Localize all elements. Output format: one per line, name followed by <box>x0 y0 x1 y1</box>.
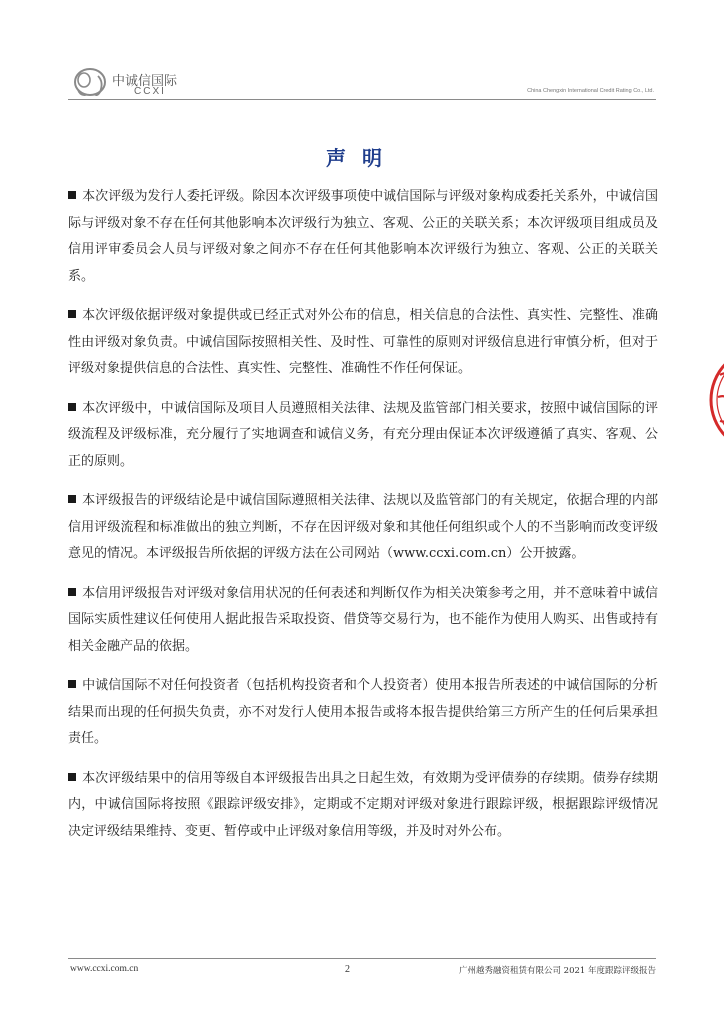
elephant-logo-icon <box>70 66 110 100</box>
page-title: 声明 <box>326 146 398 170</box>
logo-chinese-text: 中诚信国际 <box>112 74 178 89</box>
square-bullet-icon <box>68 680 76 688</box>
company-english-name: China Chengxin International Credit Rating Co., Ltd. <box>527 88 654 94</box>
statement-paragraph <box>68 396 658 476</box>
statement-paragraph <box>68 303 658 383</box>
statement-paragraph <box>68 488 658 568</box>
square-bullet-icon <box>68 310 76 318</box>
logo-english-text: CCXI <box>134 86 166 97</box>
footer-report-title: 广州越秀融资租赁有限公司 2021 年度跟踪评级报告 <box>458 966 656 976</box>
paragraph-text: 本次评级为发行人委托评级。除因本次评级事项使中诚信国际与评级对象构成委托关系外，中诚信国际与评级对象不存在任何其他影响本次评级行为独立、客观、公正的关联关系；本次评级项目组成员及信用评审委员会人员与评级对象之间亦不存在任何其他影响本次评级行为独立、客观、公正的关联关系。 <box>68 189 658 284</box>
ccxi-logo <box>68 62 218 102</box>
square-bullet-icon <box>68 495 76 503</box>
statement-body <box>68 184 658 858</box>
square-bullet-icon <box>68 588 76 596</box>
paragraph-text: 本评级报告的评级结论是中诚信国际遵照相关法律、法规以及监管部门的有关规定，依据合理的内部信用评级流程和标准做出的独立判断，不存在因评级对象和其他任何组织或个人的不当影响而改变评级意见的情况。本评级报告所依据的评级方法在公司网站（www.ccxi.com.cn）公开披露。 <box>68 493 658 561</box>
square-bullet-icon <box>68 773 76 781</box>
footer-divider <box>68 958 656 959</box>
statement-paragraph <box>68 184 658 290</box>
square-bullet-icon <box>68 191 76 199</box>
paragraph-text: 中诚信国际不对任何投资者（包括机构投资者和个人投资者）使用本报告所表述的中诚信国际的分析结果而出现的任何损失负责，亦不对发行人使用本报告或将本报告提供给第三方所产生的任何后果承担责任。 <box>68 678 658 746</box>
red-seal-stamp-icon <box>708 345 724 455</box>
header-divider <box>68 99 656 100</box>
page-header <box>68 62 656 102</box>
paragraph-text: 本次评级中，中诚信国际及项目人员遵照相关法律、法规及监管部门相关要求，按照中诚信国际的评级流程及评级标准，充分履行了实地调查和诚信义务，有充分理由保证本次评级遵循了真实、客观、公正的原则。 <box>68 400 658 469</box>
square-bullet-icon <box>68 403 76 411</box>
paragraph-text: 本次评级依据评级对象提供或已经正式对外公布的信息，相关信息的合法性、真实性、完整性、准确性由评级对象负责。中诚信国际按照相关性、及时性、可靠性的原则对评级信息进行审慎分析，但对于评级对象提供信息的合法性、真实性、完整性、准确性不作任何保证。 <box>68 308 658 376</box>
paragraph-text: 本次评级结果中的信用等级自本评级报告出具之日起生效，有效期为受评债券的存续期。债券存续期内，中诚信国际将按照《跟踪评级安排》，定期或不定期对评级对象进行跟踪评级，根据跟踪评级情况决定评级结果维持、变更、暂停或中止评级对象信用等级，并及时对外公布。 <box>68 770 658 839</box>
paragraph-text: 本信用评级报告对评级对象信用状况的任何表述和判断仅作为相关决策参考之用，并不意味着中诚信国际实质性建议任何使用人据此报告采取投资、借贷等交易行为，也不能作为使用人购买、出售或持有相关金融产品的依据。 <box>68 585 658 654</box>
footer-website: www.ccxi.com.cn <box>70 964 139 974</box>
page-number: 2 <box>345 964 350 975</box>
statement-paragraph <box>68 766 658 846</box>
statement-paragraph <box>68 673 658 753</box>
statement-paragraph <box>68 581 658 661</box>
